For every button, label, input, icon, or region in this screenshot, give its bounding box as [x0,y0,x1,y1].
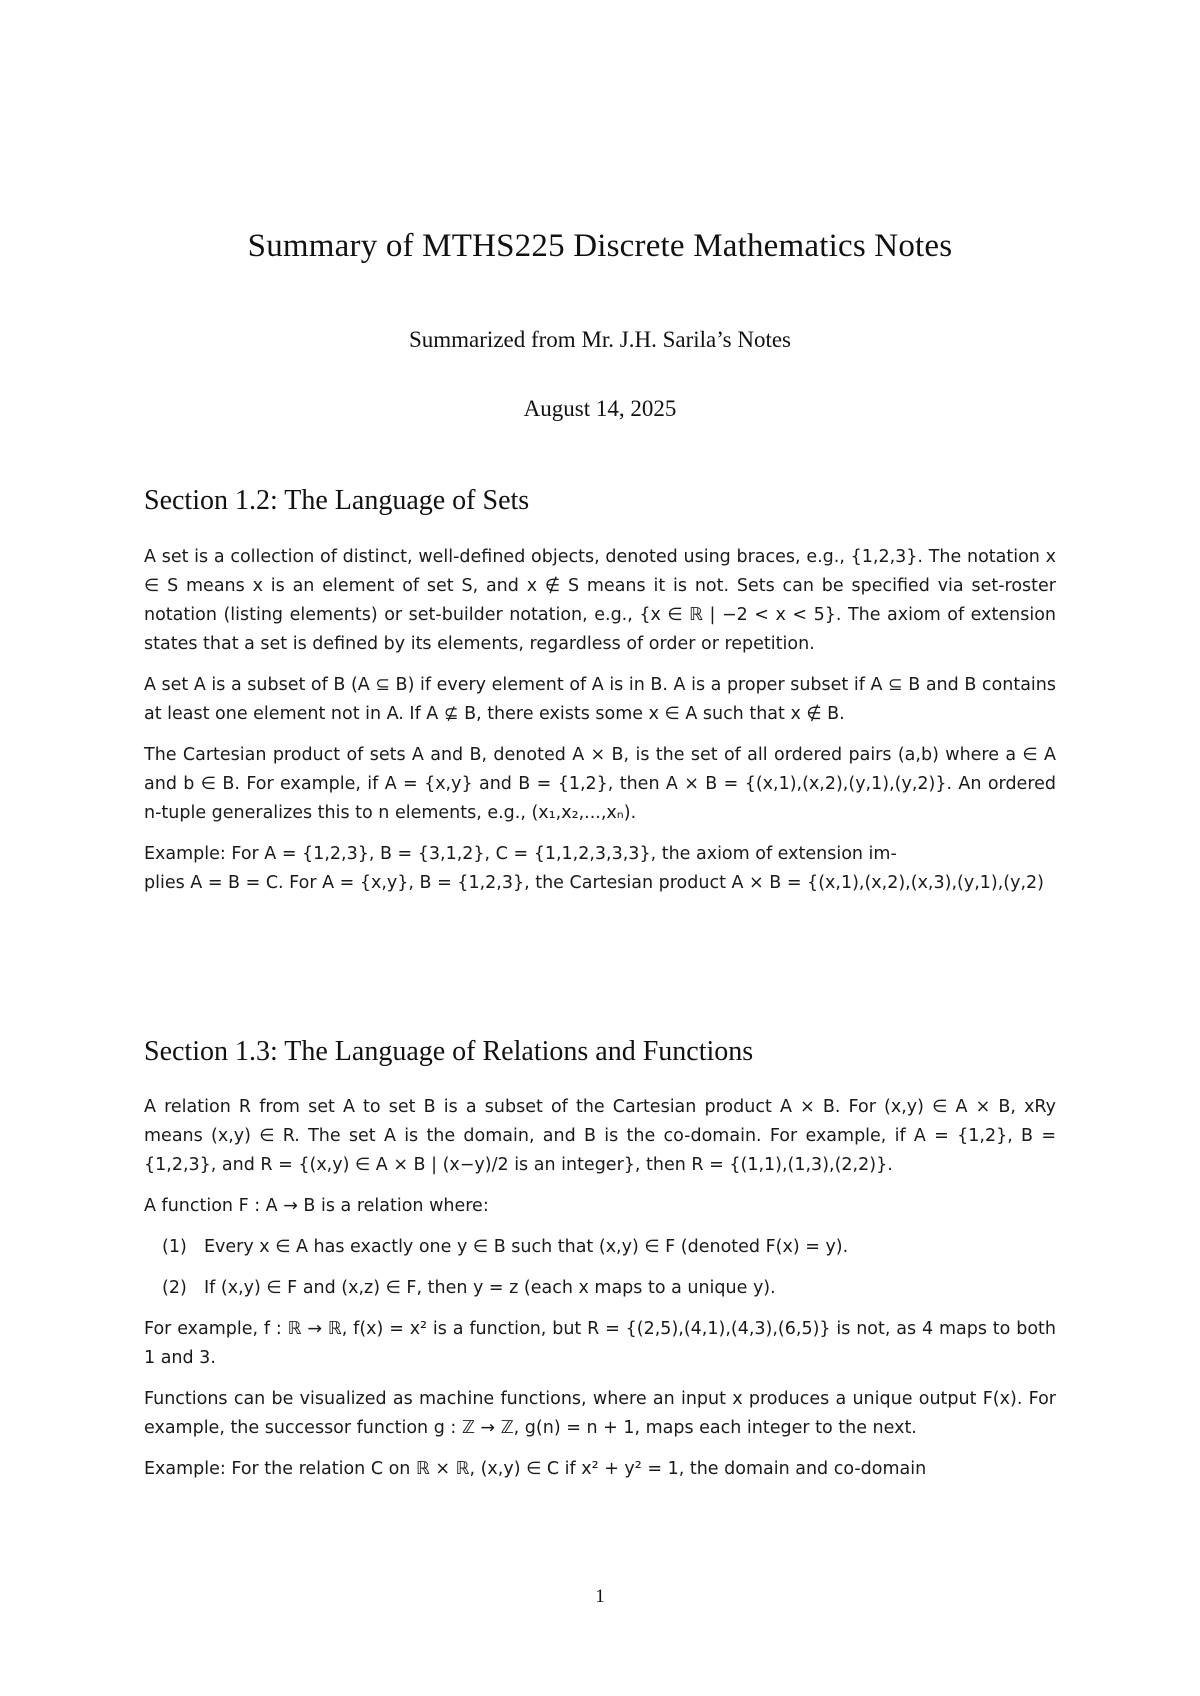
paragraph: A relation R from set A to set B is a subset of the Cartesian product A × B. For (x,y) ∈ A × B, xRy means (x,y) ∈ R. The set A is the domain, and B is the co-domain. For example, if A = {1,2}, B = {1,2,3}, and R = {(x,y) ∈ A × B | (x−y)/2 is an integer}, then R = {(1,1),(1,3),(2,2)}. [144,1097,1056,1175]
list-item-text: If (x,y) ∈ F and (x,z) ∈ F, then y = z (each x maps to a unique y). [204,1278,776,1298]
paragraph: A set A is a subset of B (A ⊆ B) if every element of A is in B. A is a proper subset if A ⊆ B and B contains at least one element not in A. If A ⊈ B, there exists some x ∈ A such that x ∉ B. [144,675,1056,724]
list-item-number: (1) [162,1237,187,1257]
list-item [162,1274,1056,1303]
paragraph: A function F : A → B is a relation where: [144,1196,489,1216]
section-body-1-3 [144,1093,1056,1496]
paragraph: For example, f : ℝ → ℝ, f(x) = x² is a function, but R = {(2,5),(4,1),(4,3),(6,5)} is not, as 4 maps to both 1 and 3. [144,1319,1056,1368]
list-item [162,1233,1056,1262]
section-heading-1-3: Section 1.3: The Language of Relations and Functions [144,1036,754,1067]
document-date: August 14, 2025 [523,396,677,421]
list-item-text: Every x ∈ A has exactly one y ∈ B such that (x,y) ∈ F (denoted F(x) = y). [204,1237,849,1257]
section-body-1-2 [144,543,1056,910]
paragraph: Example: For the relation C on ℝ × ℝ, (x,y) ∈ C if x² + y² = 1, the domain and co-domain [144,1459,927,1479]
paragraph: The Cartesian product of sets A and B, denoted A × B, is the set of all ordered pairs (a,b) where a ∈ A and b ∈ B. For example, if A = {x,y} and B = {1,2}, then A × B = {(x,1),(x,2),(y,1),(y,2)}. An ordered n-tuple generalizes this to n elements, e.g., (x₁,x₂,...,xₙ). [144,745,1056,823]
page-number: 1 [595,1586,605,1607]
paragraph-line: Example: For A = {1,2,3}, B = {3,1,2}, C = {1,1,2,3,3,3}, the axiom of extension im- [144,844,897,864]
paragraph: A set is a collection of distinct, well-defined objects, denoted using braces, e.g., {1,2,3}. The notation x ∈ S means x is an element of set S, and x ∉ S means it is not. Sets can be specified via set-roster notation (listing elements) or set-builder notation, e.g., {x ∈ ℝ | −2 < x < 5}. The axiom of extension states that a set is defined by its elements, regardless of order or repetition. [144,547,1056,654]
list-item-number: (2) [162,1278,187,1298]
paragraph: Functions can be visualized as machine functions, where an input x produces a unique output F(x). For example, the successor function g : ℤ → ℤ, g(n) = n + 1, maps each integer to the next. [144,1389,1056,1438]
document-author: Summarized from Mr. J.H. Sarila’s Notes [408,327,791,352]
paragraph-line: plies A = B = C. For A = {x,y}, B = {1,2,3}, the Cartesian product A × B = {(x,1),(x,2),(x,3),(y,1),(y,2) [144,873,1044,893]
section-heading-1-2: Section 1.2: The Language of Sets [144,485,530,516]
document-title: Summary of MTHS225 Discrete Mathematics Notes [247,228,953,264]
definition-list [144,1233,1056,1303]
